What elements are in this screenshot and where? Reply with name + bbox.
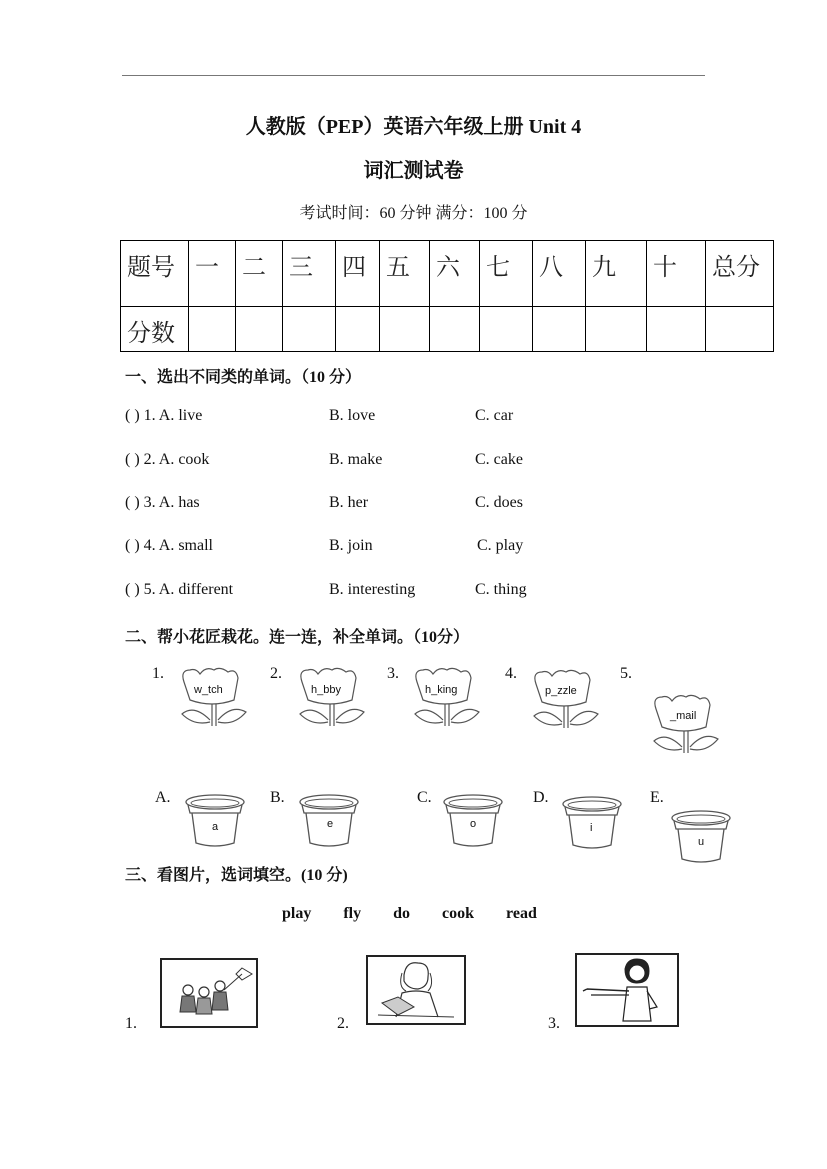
flower-word: w_tch (194, 684, 223, 696)
word-bank (268, 905, 551, 923)
score-input-cell[interactable] (336, 307, 380, 352)
pot-letter: o (470, 818, 477, 830)
question-3-option-b: B. her (329, 494, 369, 511)
question-4-option-b: B. join (329, 537, 373, 554)
question-2-option-c: C. cake (475, 451, 523, 468)
flower-word: h_king (425, 684, 458, 696)
pointing-girl-picture-icon (575, 953, 679, 1027)
flower-word: p_zzle (545, 685, 577, 697)
score-cell: 六 (430, 241, 480, 307)
header-rule (122, 75, 705, 76)
score-cell: 题号 (121, 241, 189, 307)
kite-flying-picture-icon (160, 958, 258, 1028)
flower-icon (528, 666, 600, 730)
score-input-cell[interactable] (706, 307, 774, 352)
score-input-cell[interactable] (189, 307, 236, 352)
score-input-cell[interactable] (586, 307, 647, 352)
pot-label: D. (533, 789, 549, 806)
flower-icon (176, 664, 248, 728)
score-cell: 四 (336, 241, 380, 307)
flower-number: 5. (620, 665, 632, 682)
question-4-stem: ( ) 4. A. small (125, 537, 213, 554)
pot-letter: i (590, 822, 593, 834)
pot-letter: u (698, 836, 705, 848)
flower-number: 2. (270, 665, 282, 682)
pot-label: B. (270, 789, 285, 806)
score-cell: 三 (283, 241, 336, 307)
score-row-label: 分数 (121, 307, 189, 352)
score-cell: 二 (236, 241, 283, 307)
score-cell: 七 (480, 241, 533, 307)
pot-label: C. (417, 789, 432, 806)
question-2-option-b: B. make (329, 451, 383, 468)
score-table-header-row (121, 241, 774, 307)
score-cell: 五 (380, 241, 430, 307)
word-bank-item: cook (442, 905, 475, 922)
question-5-stem: ( ) 5. A. different (125, 581, 234, 598)
flower-word: _mail (670, 710, 697, 722)
score-input-cell[interactable] (533, 307, 586, 352)
flower-number: 3. (387, 665, 399, 682)
reading-picture-icon (366, 955, 466, 1025)
page-subtitle: 词汇测试卷 (363, 160, 464, 182)
word-bank-item: read (506, 905, 537, 922)
flower-number: 4. (505, 665, 517, 682)
word-bank-item: do (393, 905, 411, 922)
page-title: 人教版（PEP）英语六年级上册 Unit 4 (245, 116, 582, 138)
flower-icon (294, 664, 366, 728)
pot-label: E. (650, 789, 664, 806)
score-input-cell[interactable] (236, 307, 283, 352)
picture-item-number: 3. (548, 1015, 560, 1032)
word-bank-item: play (282, 905, 312, 922)
exam-info: 考试时间：60 分钟 满分：100 分 (299, 205, 528, 222)
flower-pot-icon (184, 793, 246, 847)
picture-item-number: 1. (125, 1015, 137, 1032)
flower-word: h_bby (311, 684, 341, 696)
score-input-cell[interactable] (430, 307, 480, 352)
question-1-option-c: C. car (475, 407, 514, 424)
score-cell: 九 (586, 241, 647, 307)
flower-icon (648, 691, 720, 755)
score-input-cell[interactable] (480, 307, 533, 352)
question-3-stem: ( ) 3. A. has (125, 494, 200, 511)
section2-heading: 二、帮小花匠栽花。连一连，补全单词。（10分） (125, 629, 470, 646)
score-input-cell[interactable] (647, 307, 706, 352)
question-5-option-c: C. thing (475, 581, 527, 598)
word-bank-item: fly (343, 905, 362, 922)
question-4-option-c: C. play (477, 537, 524, 554)
flower-number: 1. (152, 665, 164, 682)
question-3-option-c: C. does (475, 494, 523, 511)
score-input-cell[interactable] (380, 307, 430, 352)
section1-heading: 一、选出不同类的单词。（10 分） (125, 369, 362, 386)
question-1-stem: ( ) 1. A. live (125, 407, 203, 424)
score-cell: 八 (533, 241, 586, 307)
score-cell: 一 (189, 241, 236, 307)
score-cell: 总分 (706, 241, 774, 307)
pot-letter: a (212, 821, 219, 833)
section3-heading: 三、看图片，选词填空。(10 分) (125, 867, 348, 884)
flower-icon (409, 664, 481, 728)
question-2-stem: ( ) 2. A. cook (125, 451, 210, 468)
picture-item-number: 2. (337, 1015, 349, 1032)
score-table (120, 240, 774, 352)
score-table-score-row (121, 307, 774, 352)
pot-label: A. (155, 789, 171, 806)
question-5-option-b: B. interesting (329, 581, 416, 598)
score-cell: 十 (647, 241, 706, 307)
pot-letter: e (327, 818, 334, 830)
question-1-option-b: B. love (329, 407, 376, 424)
score-input-cell[interactable] (283, 307, 336, 352)
